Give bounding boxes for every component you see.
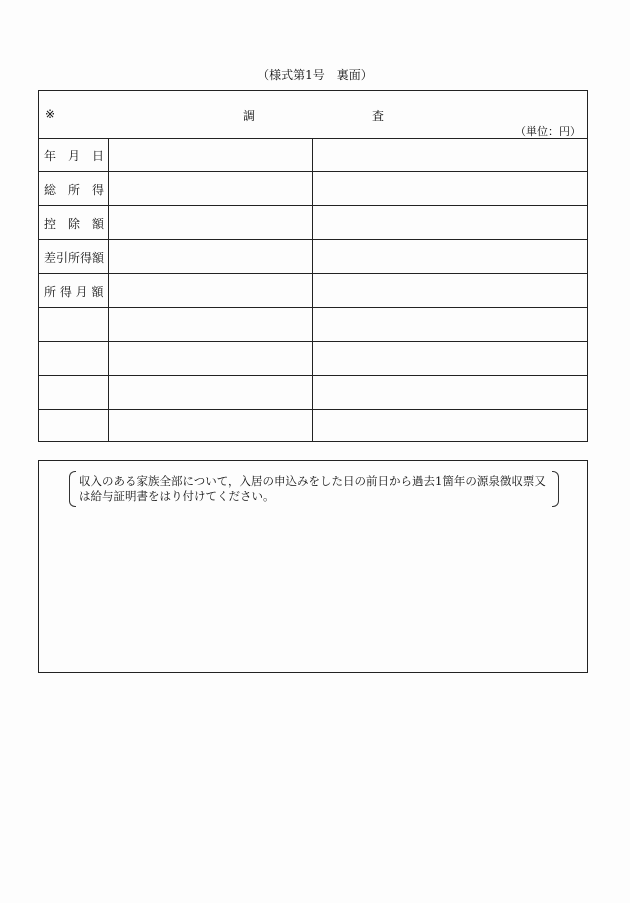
table-row: [39, 240, 587, 274]
survey-title-char-2: 査: [372, 109, 385, 123]
table-row: [39, 138, 587, 172]
table-row: [39, 308, 587, 342]
column-divider: [312, 138, 313, 441]
unit-label: （単位：円）: [515, 125, 581, 138]
table-row: [39, 274, 587, 308]
attachment-instruction-text: 収入のある家族全部について，入居の申込みをした日の前日から過去1箇年の源泉徴収票又は給与証明書をはり付けてください。: [79, 474, 546, 503]
survey-table: [38, 90, 588, 442]
table-row: [39, 206, 587, 240]
attachment-area: [38, 460, 588, 673]
column-divider: [108, 138, 109, 441]
attachment-instruction: [69, 471, 559, 507]
official-use-mark: ※: [45, 107, 56, 121]
row-label-date: 年 月 日: [44, 149, 105, 163]
table-row: [39, 376, 587, 410]
row-label-net-income: 差引所得額: [44, 251, 105, 265]
table-row: [39, 410, 587, 444]
row-label-monthly-income: 所 得 月 額: [44, 285, 104, 299]
survey-header: [39, 91, 587, 139]
row-label-deduction: 控 除 額: [44, 217, 105, 231]
left-bracket-icon: [69, 471, 76, 507]
form-caption: （様式第1号 裏面）: [257, 68, 373, 82]
table-row: [39, 342, 587, 376]
survey-title-char-1: 調: [243, 109, 256, 123]
table-row: [39, 172, 587, 206]
row-label-total-income: 総 所 得: [44, 183, 105, 197]
right-bracket-icon: [552, 471, 559, 507]
